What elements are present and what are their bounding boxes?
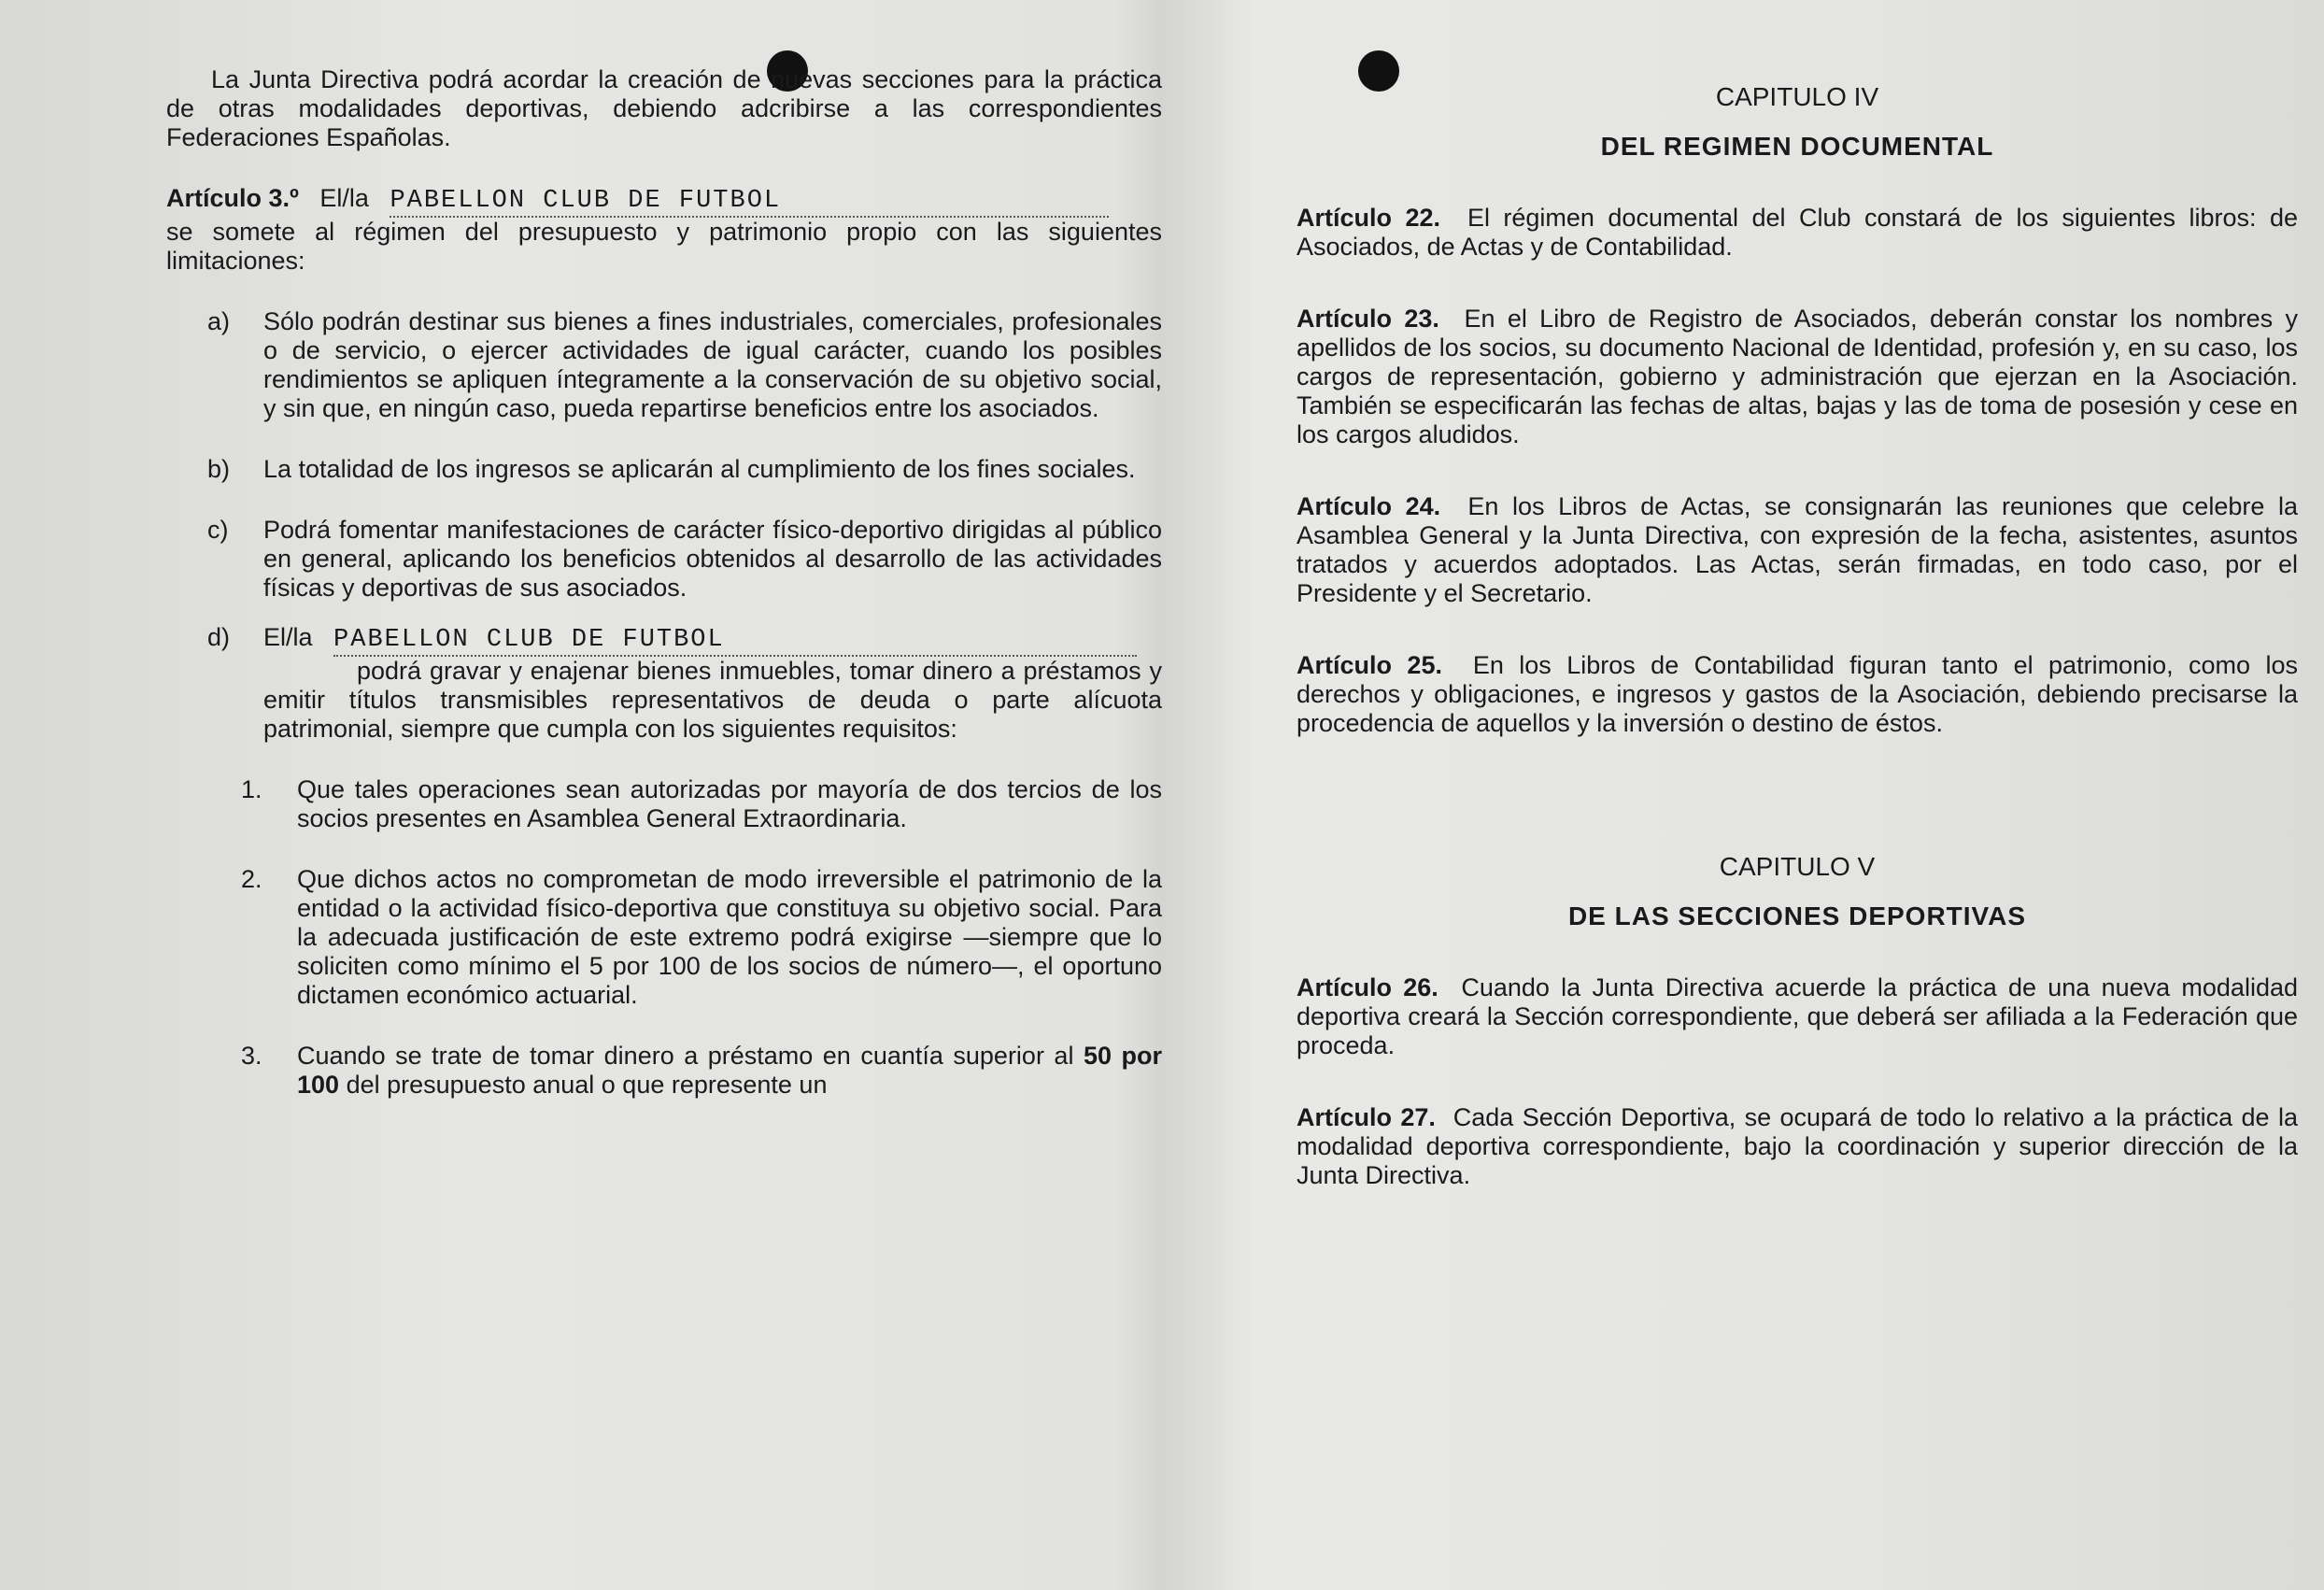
chapter-4-heading: CAPITULO IV bbox=[1715, 82, 1879, 111]
intro-paragraph: La Junta Directiva podrá acordar la creación de nuevas secciones para la práctica de otras modalidades deportivas, debiendo adcribirse a las correspondientes Federaciones Españolas. bbox=[166, 65, 1162, 151]
article-27 bbox=[1297, 1103, 2298, 1190]
right-page bbox=[1297, 82, 2298, 1190]
chapter-5-title: DE LAS SECCIONES DEPORTIVAS bbox=[1567, 901, 2027, 930]
article-23 bbox=[1297, 305, 2298, 449]
item-label: b) bbox=[207, 455, 231, 483]
item-text: La totalidad de los ingresos se aplicarán al cumplimiento de los fines sociales. bbox=[263, 455, 1136, 483]
article-label: Artículo 27. bbox=[1297, 1103, 1436, 1131]
chapter-4-title: DEL REGIMEN DOCUMENTAL bbox=[1600, 132, 1994, 161]
list-item bbox=[207, 455, 1162, 484]
item-d-text: podrá gravar y enajenar bienes inmuebles, tomar dinero a préstamos y emitir títulos transmisibles representativos de deuda o parte alícuota patrimonial, siempre que cumpla con los siguientes requisitos: bbox=[263, 657, 1162, 743]
article-label: Artículo 22. bbox=[1297, 204, 1440, 232]
article-text: Cada Sección Deportiva, se ocupará de todo lo relativo a la práctica de la modalidad deportiva correspondiente, bajo la coordinación y superior dirección de la Junta Directiva. bbox=[1297, 1103, 2298, 1189]
list-item bbox=[207, 307, 1162, 423]
article-24 bbox=[1297, 492, 2298, 608]
requirement-text: Que dichos actos no comprometan de modo irreversible el patrimonio de la entidad o la actividad físico-deportiva que constituya su objetivo social. Para la adecuada justificación de este extremo podrá exigirse —siempre que lo soliciten como mínimo el 5 por 100 de los socios de número—, el oportuno dictamen económico actuarial. bbox=[297, 865, 1162, 1009]
article-text: Cuando la Junta Directiva acuerde la práctica de una nueva modalidad deportiva creará la Sección correspondiente, que deberá ser afiliada a la Federación que proceda. bbox=[1297, 973, 2298, 1059]
item-text: Sólo podrán destinar sus bienes a fines industriales, comerciales, profesionales o de servicio, o ejercer actividades de igual carácter, cuando los posibles rendimientos se apliquen íntegramente a la conservación de su objetivo social, y sin que, en ningún caso, pueda repartirse beneficios entre los asociados. bbox=[263, 307, 1162, 422]
list-item-d bbox=[207, 623, 1162, 744]
requirement-label: 2. bbox=[241, 865, 262, 893]
article-label: Artículo 25. bbox=[1297, 651, 1442, 679]
article-label: Artículo 23. bbox=[1297, 305, 1439, 333]
article-22 bbox=[1297, 204, 2298, 262]
article-3-label: Artículo 3.º bbox=[166, 184, 299, 212]
requirement-item bbox=[241, 865, 1162, 1010]
club-name: PABELLON CLUB DE FUTBOL bbox=[390, 187, 782, 215]
article-26 bbox=[1297, 973, 2298, 1060]
req3-bold: 50 por 100 bbox=[297, 1042, 1162, 1099]
requirement-text bbox=[297, 1042, 1162, 1100]
article-3-text: se somete al régimen del presupuesto y patrimonio propio con las siguientes limitaciones: bbox=[166, 218, 1162, 275]
article-3-prefix: El/la bbox=[319, 184, 369, 212]
club-name-field bbox=[333, 623, 1137, 657]
requirement-label: 1. bbox=[241, 775, 262, 803]
article-label: Artículo 24. bbox=[1297, 492, 1441, 520]
item-label: c) bbox=[207, 516, 229, 544]
item-d-prefix: El/la bbox=[263, 623, 313, 651]
list-item bbox=[207, 516, 1162, 603]
req3-pre: Cuando se trate de tomar dinero a préstamo en cuantía superior al bbox=[297, 1042, 1074, 1070]
article-text: En el Libro de Registro de Asociados, deberán constar los nombres y apellidos de los socios, su documento Nacional de Identidad, profesión y, en su caso, los cargos de representación, gobierno y administración que ejerzan en la Asociación. También se especificarán las fechas de altas, bajas y las de toma de posesión y cese en los cargos aludidos. bbox=[1297, 305, 2298, 448]
article-text: En los Libros de Contabilidad figuran tanto el patrimonio, como los derechos y obligaciones, e ingresos y gastos de la Asociación, debiendo precisarse la procedencia de aquellos y la inversión o destino de éstos. bbox=[1297, 651, 2298, 737]
article-3 bbox=[166, 184, 1162, 218]
item-label: d) bbox=[207, 623, 231, 651]
left-page bbox=[166, 65, 1162, 1100]
item-label: a) bbox=[207, 307, 231, 335]
requirement-label: 3. bbox=[241, 1042, 262, 1070]
chapter-5-heading: CAPITULO V bbox=[1719, 852, 1876, 881]
requirement-item bbox=[241, 775, 1162, 833]
club-name-field bbox=[390, 184, 1109, 218]
club-name: PABELLON CLUB DE FUTBOL bbox=[333, 626, 725, 654]
item-d-header bbox=[263, 623, 1162, 657]
article-25 bbox=[1297, 651, 2298, 738]
article-text: El régimen documental del Club constará de los siguientes libros: de Asociados, de Actas y de Contabilidad. bbox=[1297, 204, 2298, 261]
requirement-item bbox=[241, 1042, 1162, 1100]
article-text: En los Libros de Actas, se consignarán las reuniones que celebre la Asamblea General y la Junta Directiva, con expresión de la fecha, asistentes, asuntos tratados y acuerdos adoptados. Las Actas, serán firmadas, en todo caso, por el Presidente y el Secretario. bbox=[1297, 492, 2298, 607]
requirement-text: Que tales operaciones sean autorizadas por mayoría de dos tercios de los socios presentes en Asamblea General Extraordinaria. bbox=[297, 775, 1162, 832]
req3-post: del presupuesto anual o que represente un bbox=[346, 1071, 828, 1099]
item-text: Podrá fomentar manifestaciones de carácter físico-deportivo dirigidas al público en general, aplicando los beneficios obtenidos al desarrollo de las actividades físicas y deportivas de sus asociados. bbox=[263, 516, 1162, 602]
article-label: Artículo 26. bbox=[1297, 973, 1438, 1001]
